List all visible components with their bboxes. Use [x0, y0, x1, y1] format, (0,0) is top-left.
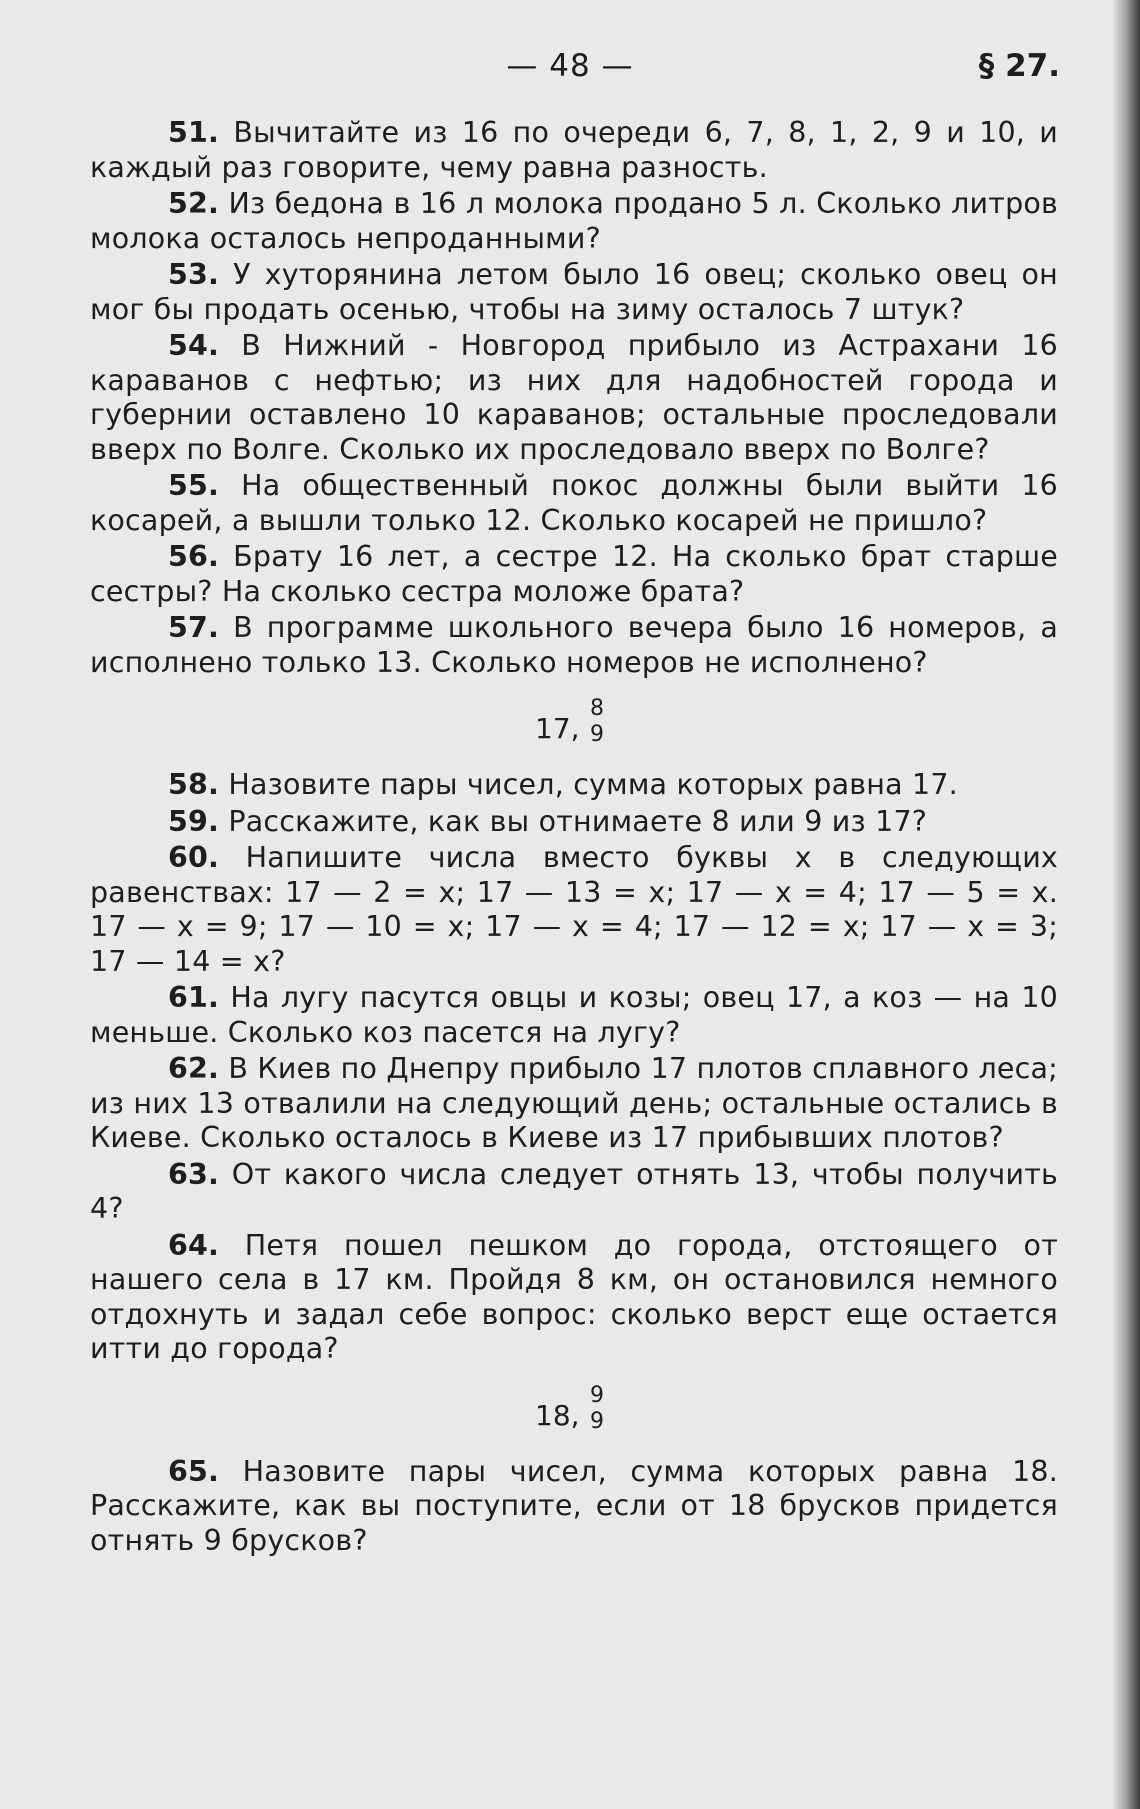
section-heading-17	[90, 694, 1058, 754]
problem-65	[90, 1455, 1058, 1559]
problem-text: Вычитайте из 16 по очереди 6, 7, 8, 1, 2, 9 и 10, и каждый раз говорите, чему равна разность.	[90, 116, 1058, 184]
section-heading-fraction	[590, 1383, 604, 1435]
problem-text: У хуторянина летом было 16 овец; сколько овец он мог бы продать осенью, чтобы на зиму осталось 7 штук?	[90, 258, 1058, 326]
problem-number: 52.	[168, 187, 220, 220]
problem-58	[90, 768, 1058, 803]
problem-52	[90, 187, 1058, 256]
problem-text: От какого числа следует отнять 13, чтобы получить 4?	[90, 1157, 1058, 1225]
problem-61	[90, 981, 1058, 1050]
problem-number: 56.	[168, 540, 220, 573]
problem-57	[90, 611, 1058, 680]
problem-text: Петя пошел пешком до города, отстоящего от нашего села в 17 км. Пройдя 8 км, он остановился немного отдохнуть и задал себе вопрос: сколько верст еще остается итти до города?	[90, 1228, 1058, 1365]
problem-55	[90, 469, 1058, 538]
fraction-bottom: 9	[590, 1408, 604, 1434]
section-heading-base: 18,	[535, 1398, 580, 1432]
problem-54	[90, 329, 1058, 467]
fraction-bottom: 9	[590, 722, 604, 747]
section-heading-fraction	[590, 696, 604, 748]
problem-number: 53.	[168, 258, 220, 291]
section-mark: § 27.	[978, 48, 1060, 84]
section-heading-18	[90, 1381, 1058, 1441]
problem-51	[90, 116, 1058, 185]
problem-64	[90, 1229, 1058, 1367]
problem-text: На общественный покос должны были выйти 16 косарей, а вышли только 12. Сколько косарей не пришло?	[90, 469, 1058, 537]
problem-62	[90, 1052, 1058, 1156]
problem-number: 59.	[168, 804, 220, 838]
problem-56	[90, 540, 1058, 609]
problem-text: В программе школьного вечера было 16 номеров, а исполнено только 13. Сколько номеров не исполнено?	[90, 611, 1058, 679]
page-edge-shadow	[1112, 0, 1140, 1809]
problem-text: На лугу пасутся овцы и козы; овец 17, а коз — на 10 меньше. Сколько коз пасется на лугу?	[90, 981, 1058, 1049]
fraction-top: 8	[590, 696, 604, 721]
problem-text: Расскажите, как вы отнимаете 8 или 9 из 17?	[228, 804, 928, 838]
problem-number: 62.	[168, 1052, 220, 1085]
problem-number: 61.	[168, 981, 220, 1014]
problem-text: Назовите пары чисел, сумма которых равна 17.	[228, 768, 958, 801]
page-content	[90, 116, 1058, 1560]
problem-59	[90, 805, 1058, 840]
problem-number: 64.	[168, 1228, 220, 1262]
problem-53	[90, 258, 1058, 327]
problem-number: 57.	[168, 611, 220, 644]
problem-text: Назовите пары чисел, сумма которых равна 18. Расскажите, как вы поступите, если от 18 брусков придется отнять 9 брусков?	[90, 1454, 1058, 1557]
problem-number: 54.	[168, 329, 220, 362]
section-heading-base: 17,	[535, 712, 580, 745]
problem-number: 60.	[168, 841, 220, 874]
page-header	[0, 48, 1140, 98]
problem-text: Из бедона в 16 л молока продано 5 л. Сколько литров молока осталось непроданными?	[90, 187, 1058, 255]
problem-text: Напишите числа вместо буквы x в следующих равенствах: 17 — 2 = x; 17 — 13 = x; 17 — x = 4; 17 — 5 = x. 17 — x = 9; 17 — 10 = x; 17 — x = 4; 17 — 12 = x; 17 — x = 3; 17 — 14 = x?	[90, 841, 1058, 978]
problem-number: 65.	[168, 1454, 220, 1488]
problem-text: В Киев по Днепру прибыло 17 плотов сплавного леса; из них 13 отвалили на следующий день; остальные остались в Киеве. Сколько осталось в Киеве из 17 прибывших плотов?	[90, 1052, 1058, 1154]
problem-text: Брату 16 лет, а сестре 12. На сколько брат старше сестры? На сколько сестра моложе брата?	[90, 540, 1058, 608]
problem-60	[90, 841, 1058, 979]
problem-number: 63.	[168, 1157, 220, 1191]
problem-text: В Нижний - Новгород прибыло из Астрахани 16 караванов с нефтью; из них для надобностей города и губернии оставлено 10 караванов; остальные проследовали вверх по Волге. Сколько их проследовало вверх по Волге?	[90, 329, 1058, 466]
problem-number: 51.	[168, 116, 220, 149]
problem-number: 55.	[168, 469, 220, 502]
problem-63	[90, 1158, 1058, 1227]
fraction-top: 9	[590, 1382, 604, 1408]
page-number: — 48 —	[506, 48, 634, 84]
problem-number: 58.	[168, 768, 220, 801]
